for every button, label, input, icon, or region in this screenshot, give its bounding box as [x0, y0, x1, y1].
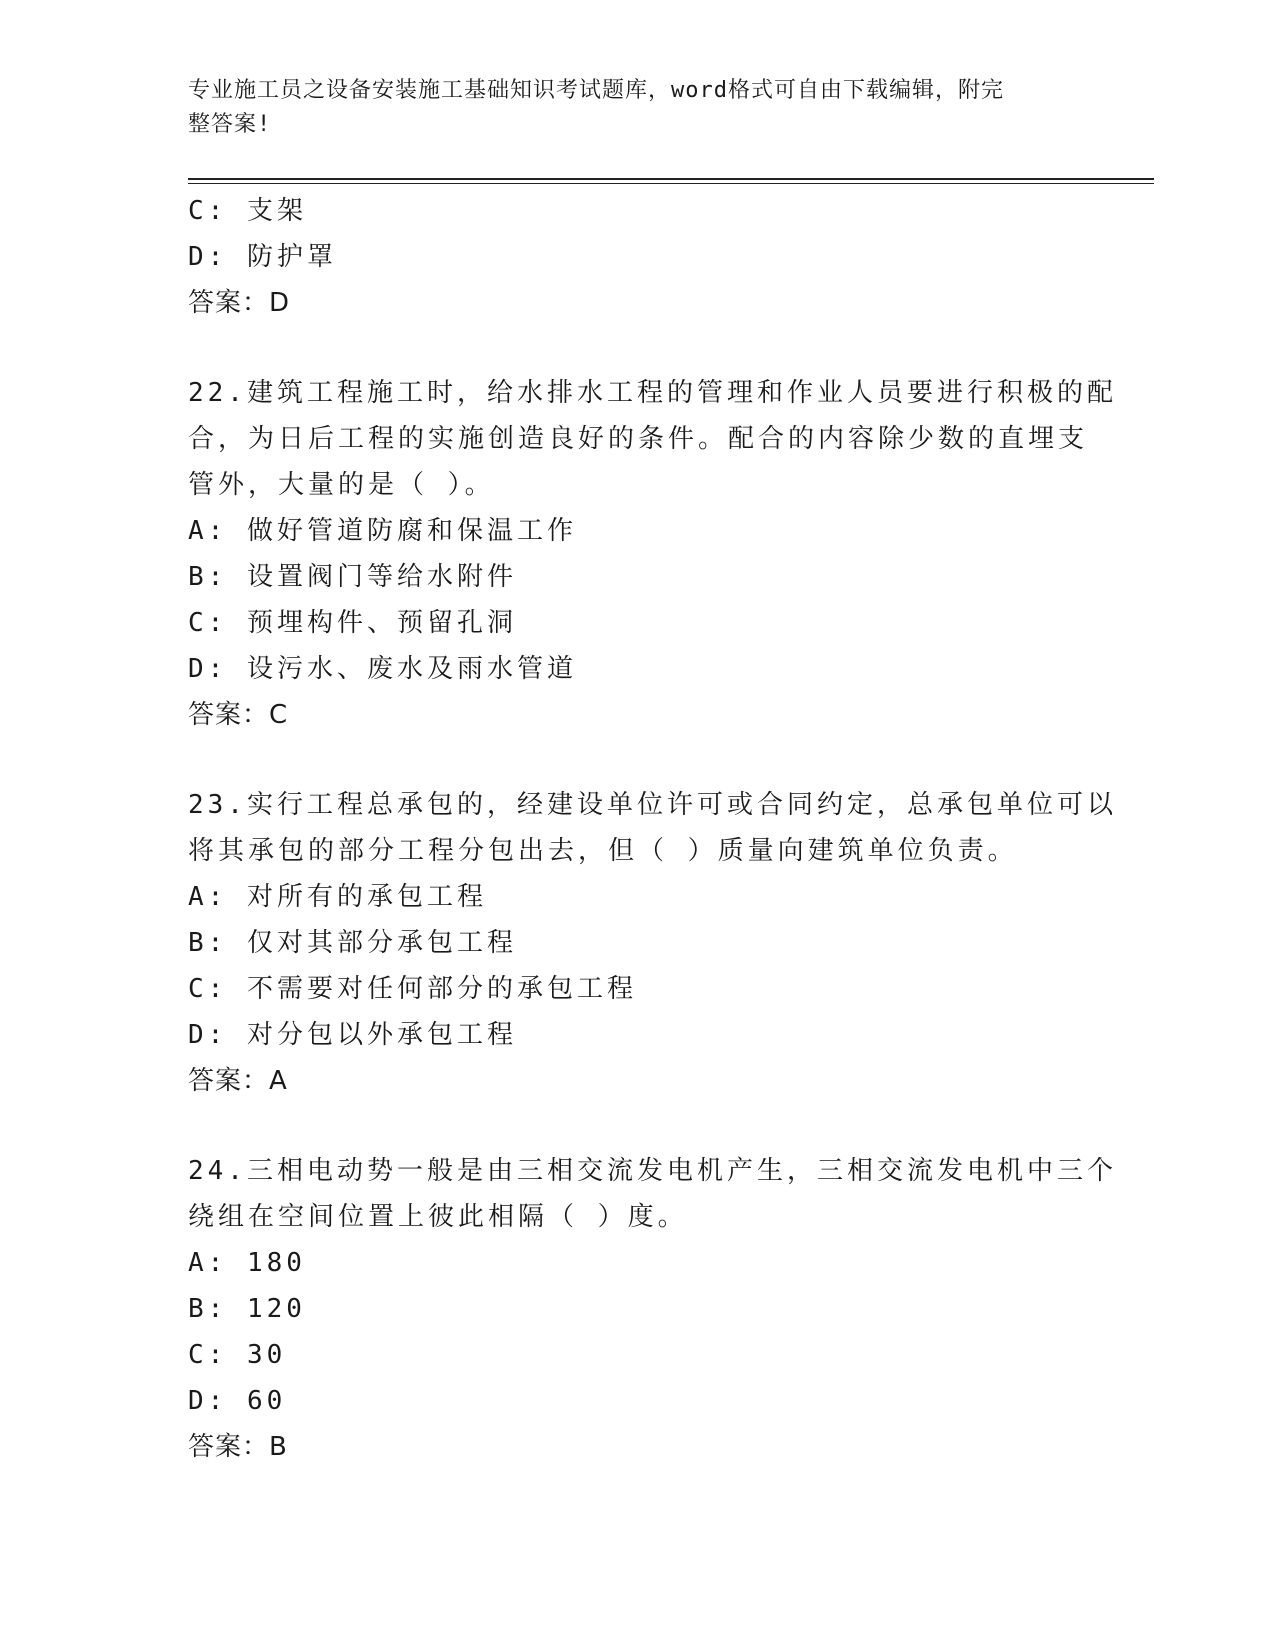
question-21-tail [188, 188, 1088, 326]
option-c: C: 不需要对任何部分的承包工程 [188, 974, 637, 1004]
option-b: B: 仅对其部分承包工程 [188, 928, 517, 958]
option-a: A: 180 [188, 1248, 306, 1278]
question-24 [188, 1148, 1117, 1470]
option-b: B: 设置阀门等给水附件 [188, 562, 517, 592]
option-a: A: 对所有的承包工程 [188, 882, 487, 912]
option-c: C: 30 [188, 1340, 287, 1370]
question-stem: 合，为日后工程的实施创造良好的条件。配合的内容除少数的直埋支 [188, 424, 1089, 454]
question-stem: 管外，大量的是（ ）。 [188, 470, 495, 500]
option-d: D: 60 [188, 1386, 287, 1416]
answer: 答案：B [188, 1432, 288, 1462]
header-line-1: 专业施工员之设备安装施工基础知识考试题库，word格式可自由下载编辑，附完 [188, 78, 1004, 103]
header-line-2: 整答案! [188, 112, 272, 137]
question-stem: 将其承包的部分工程分包出去，但（ ）质量向建筑单位负责。 [188, 836, 1018, 866]
option-a: A: 做好管道防腐和保温工作 [188, 516, 577, 546]
page-header [188, 74, 1068, 142]
option-d: D: 设污水、废水及雨水管道 [188, 654, 577, 684]
option-c: C: 支架 [188, 196, 307, 226]
spacer [188, 326, 1088, 370]
question-stem: 23.实行工程总承包的，经建设单位许可或合同约定，总承包单位可以 [188, 790, 1117, 820]
question-23 [188, 782, 1117, 1104]
question-22 [188, 370, 1117, 738]
header-divider-thick [188, 178, 1154, 180]
question-stem: 24.三相电动势一般是由三相交流发电机产生，三相交流发电机中三个 [188, 1156, 1117, 1186]
answer: 答案：C [188, 700, 289, 730]
spacer [188, 1104, 1088, 1148]
option-c: C: 预埋构件、预留孔洞 [188, 608, 517, 638]
option-b: B: 120 [188, 1294, 306, 1324]
question-stem: 绕组在空间位置上彼此相隔（ ）度。 [188, 1202, 688, 1232]
answer: 答案：D [188, 288, 291, 318]
header-divider-thin [188, 183, 1154, 184]
option-d: D: 对分包以外承包工程 [188, 1020, 517, 1050]
question-stem: 22.建筑工程施工时，给水排水工程的管理和作业人员要进行积极的配 [188, 378, 1117, 408]
spacer [188, 738, 1088, 782]
answer: 答案：A [188, 1066, 288, 1096]
option-d: D: 防护罩 [188, 242, 337, 272]
question-content [188, 188, 1117, 1470]
